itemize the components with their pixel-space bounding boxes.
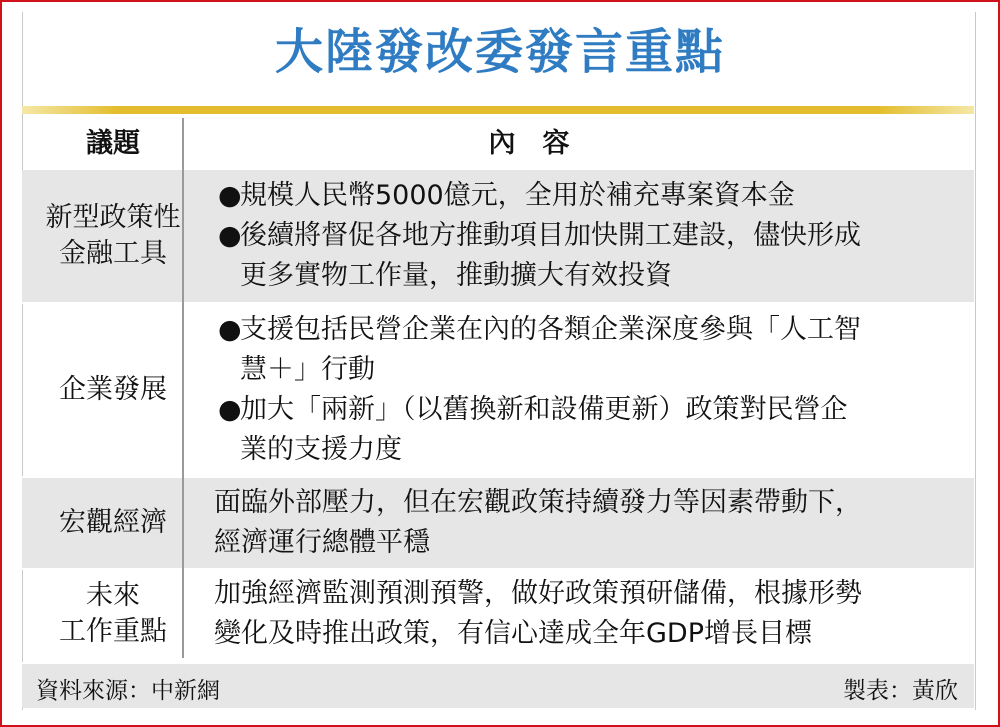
table-row (22, 478, 974, 568)
bullet-item (214, 216, 964, 296)
row-topic (22, 478, 204, 568)
table-row (22, 170, 974, 302)
bullet-item (214, 390, 964, 470)
row-content (214, 570, 964, 658)
bullet-icon: ● (218, 180, 242, 211)
content-line: 規模人民幣5000億元，全用於補充專案資本金 (240, 180, 795, 211)
key-points-table (22, 118, 974, 658)
credit-note: 製表：黃欣 (843, 678, 958, 704)
content-line: 變化及時推出政策，有信心達成全年GDP增長目標 (214, 618, 812, 649)
row-content (214, 170, 964, 302)
bullet-icon: ● (218, 220, 242, 251)
topic-line: 企業發展 (59, 374, 167, 405)
row-content (214, 304, 964, 476)
topic-line: 工作重點 (59, 616, 167, 647)
content-line: 加大「兩新」（以舊換新和設備更新）政策對民營企 (240, 394, 848, 425)
topic-line: 金融工具 (59, 238, 167, 269)
content-line: 業的支援力度 (240, 434, 402, 465)
header-topic: 議題 (86, 128, 140, 159)
footer-bar (22, 662, 974, 708)
row-topic (22, 304, 204, 476)
page-title: 大陸發改委發言重點 (274, 24, 725, 80)
content-line: 經濟運行總體平穩 (214, 527, 430, 558)
content-line: 後續將督促各地方推動項目加快開工建設，儘快形成 (240, 220, 861, 251)
header-content: 內 容 (488, 128, 570, 159)
content-line: 支援包括民營企業在內的各類企業深度參與「人工智 (240, 314, 861, 345)
row-content (214, 478, 964, 568)
title-underline (22, 106, 974, 114)
bullet-icon: ● (218, 394, 242, 425)
content-line: 更多實物工作量，推動擴大有效投資 (240, 260, 672, 291)
content-line: 加強經濟監測預測預警，做好政策預研儲備，根據形勢 (214, 578, 862, 609)
bullet-icon: ● (218, 314, 242, 345)
bullet-item (214, 310, 964, 390)
topic-line: 宏觀經濟 (59, 507, 167, 538)
table-row (22, 570, 974, 658)
content-line: 面臨外部壓力，但在宏觀政策持續發力等因素帶動下， (214, 487, 862, 518)
bullet-item (214, 176, 964, 216)
column-divider (182, 118, 184, 658)
table-header-row (22, 118, 974, 170)
table-row (22, 304, 974, 476)
topic-line: 新型政策性 (45, 202, 181, 233)
topic-line: 未來 (86, 580, 140, 611)
row-topic (22, 570, 204, 658)
row-topic (22, 170, 204, 302)
source-note: 資料來源：中新網 (36, 678, 220, 704)
content-line: 慧＋」行動 (240, 354, 375, 385)
